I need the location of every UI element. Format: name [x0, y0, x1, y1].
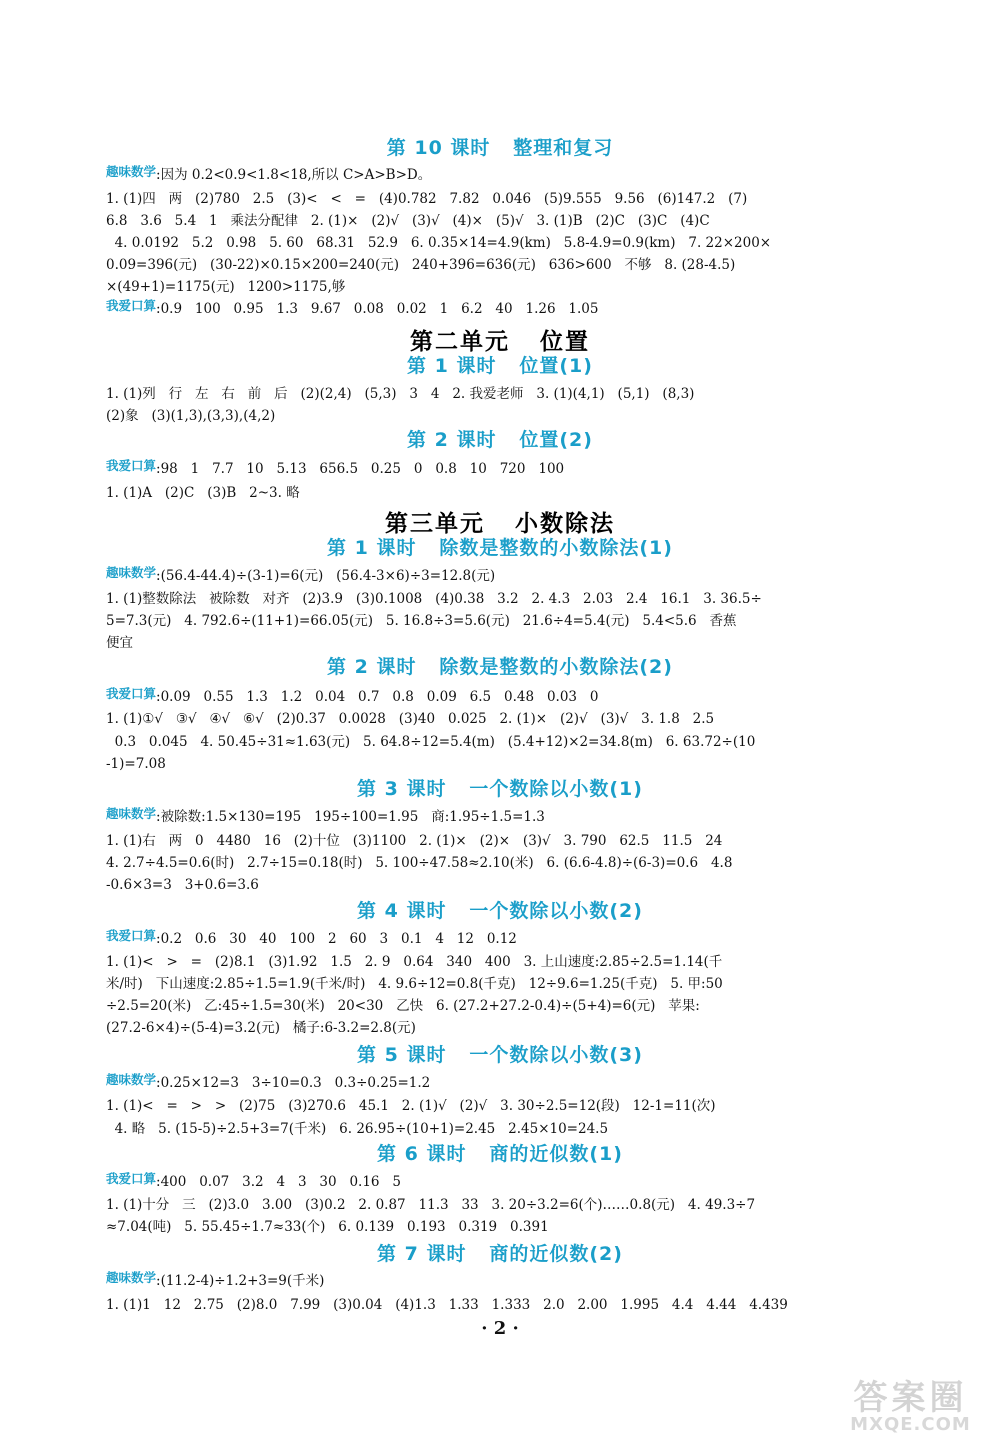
- answer-line: 4. 0.0192 5.2 0.98 5. 60 68.31 52.9 6. 0.35×14=4.9(km) 5.8-4.9=0.9(km) 7. 22×200×: [106, 235, 772, 251]
- answer-line: 4. 略 5. (15-5)÷2.5+3=7(千米) 6. 26.95÷(10+1)=2.45 2.45×10=24.5: [106, 1121, 609, 1137]
- answer-line: 0.3 0.045 4. 50.45÷31≈1.63(元) 5. 64.8÷12=5.4(m) (5.4+12)×2=34.8(m) 6. 63.72÷(10: [106, 734, 756, 750]
- mental-math-tag: 我爱口算: [106, 458, 157, 473]
- answer-line: -1)=7.08: [106, 756, 166, 772]
- mental-math-line: 我爱口算:98 1 7.7 10 5.13 656.5 0.25 0 0.8 10 720 100: [106, 458, 906, 480]
- lesson-heading: 第 4 课时 一个数除以小数(2): [357, 900, 643, 922]
- lesson-heading: 第 5 课时 一个数除以小数(3): [357, 1044, 643, 1066]
- fun-math-tag: 趣味数学: [106, 164, 157, 179]
- answer-line: 1. (1)< > = (2)8.1 (3)1.92 1.5 2. 9 0.64 340 400 3. 上山速度:2.85÷2.5=1.14(千: [106, 954, 723, 970]
- answer-line: 4. 2.7÷4.5=0.6(时) 2.7÷15=0.18(时) 5. 100÷47.58≈2.10(米) 6. (6.6-4.8)÷(6-3)=0.6 4.8: [106, 855, 733, 871]
- answer-line: 米/时) 下山速度:2.85÷1.5=1.9(千米/时) 4. 9.6÷12=0.8(千克) 12÷9.6=1.25(千克) 5. 甲:50: [106, 976, 723, 992]
- answer-line: 1. (1)十分 三 (2)3.0 3.00 (3)0.2 2. 0.87 11.3 33 3. 20÷3.2=6(个)……0.8(元) 4. 49.3÷7: [106, 1197, 756, 1213]
- answer-line: 1. (1)A (2)C (3)B 2~3. 略: [106, 485, 300, 501]
- mental-math-line: 我爱口算:0.09 0.55 1.3 1.2 0.04 0.7 0.8 0.09 6.5 0.48 0.03 0: [106, 686, 906, 708]
- answer-line: 便宜: [106, 635, 133, 651]
- page-number: · 2 ·: [481, 1318, 519, 1339]
- watermark-logo: 答案圈: [853, 1378, 968, 1418]
- watermark-url: MXQE.COM: [850, 1414, 971, 1435]
- answer-line: 1. (1)四 两 (2)780 2.5 (3)< < = (4)0.782 7.82 0.046 (5)9.555 9.56 (6)147.2 (7): [106, 191, 748, 207]
- mental-math-tag: 我爱口算: [106, 928, 157, 943]
- lesson-heading: 第 6 课时 商的近似数(1): [377, 1143, 623, 1165]
- mental-math-tag: 我爱口算: [106, 686, 157, 701]
- fun-math-tag: 趣味数学: [106, 806, 157, 821]
- lesson-heading: 第 10 课时 整理和复习: [386, 137, 614, 159]
- unit-heading: 第二单元 位置: [409, 329, 591, 355]
- answer-line: 1. (1)< = > > (2)75 (3)270.6 45.1 2. (1)√ (2)√ 3. 30÷2.5=12(段) 12-1=11(次): [106, 1098, 716, 1114]
- mental-math-line: 我爱口算:400 0.07 3.2 4 3 30 0.16 5: [106, 1171, 906, 1193]
- fun-math-tag: 趣味数学: [106, 565, 157, 580]
- answer-line: -0.6×3=3 3+0.6=3.6: [106, 877, 259, 893]
- answer-line: (27.2-6×4)÷(5-4)=3.2(元) 橘子:6-3.2=2.8(元): [106, 1020, 416, 1036]
- fun-math-line: 趣味数学:0.25×12=3 3÷10=0.3 0.3÷0.25=1.2: [106, 1072, 906, 1094]
- fun-math-tag: 趣味数学: [106, 1072, 157, 1087]
- unit-heading: 第三单元 小数除法: [384, 511, 616, 537]
- answer-line: 1. (1)整数除法 被除数 对齐 (2)3.9 (3)0.1008 (4)0.38 3.2 2. 4.3 2.03 2.4 16.1 3. 36.5÷: [106, 591, 762, 607]
- lesson-heading: 第 2 课时 除数是整数的小数除法(2): [327, 656, 673, 678]
- fun-math-line: 趣味数学:因为 0.2<0.9<1.8<18,所以 C>A>B>D。: [106, 164, 906, 186]
- answer-line: 5=7.3(元) 4. 792.6÷(11+1)=66.05(元) 5. 16.8÷3=5.6(元) 21.6÷4=5.4(元) 5.4<5.6 香蕉: [106, 613, 737, 629]
- lesson-heading: 第 3 课时 一个数除以小数(1): [357, 778, 643, 800]
- fun-math-line: 趣味数学:(56.4-44.4)÷(3-1)=6(元) (56.4-3×6)÷3=12.8(元): [106, 565, 906, 587]
- lesson-heading: 第 1 课时 位置(1): [407, 355, 593, 377]
- answer-line: ≈7.04(吨) 5. 55.45÷1.7≈33(个) 6. 0.139 0.193 0.319 0.391: [106, 1219, 549, 1235]
- answer-line: (2)象 (3)(1,3),(3,3),(4,2): [106, 408, 276, 424]
- answer-line: 1. (1)①√ ③√ ④√ ⑥√ (2)0.37 0.0028 (3)40 0.025 2. (1)× (2)√ (3)√ 3. 1.8 2.5: [106, 711, 715, 727]
- answer-line: ×(49+1)=1175(元) 1200>1175,够: [106, 279, 346, 295]
- lesson-heading: 第 7 课时 商的近似数(2): [377, 1243, 623, 1265]
- fun-math-line: 趣味数学:被除数:1.5×130=195 195÷100=1.95 商:1.95÷1.5=1.3: [106, 806, 906, 828]
- mental-math-tag: 我爱口算: [106, 1171, 157, 1186]
- mental-math-line: 我爱口算:0.2 0.6 30 40 100 2 60 3 0.1 4 12 0.12: [106, 928, 906, 950]
- mental-math-tag: 我爱口算: [106, 298, 157, 313]
- fun-math-line: 趣味数学:(11.2-4)÷1.2+3=9(千米): [106, 1270, 906, 1292]
- mental-math-line: 我爱口算:0.9 100 0.95 1.3 9.67 0.08 0.02 1 6.2 40 1.26 1.05: [106, 298, 906, 320]
- answer-line: 1. (1)列 行 左 右 前 后 (2)(2,4) (5,3) 3 4 2. 我爱老师 3. (1)(4,1) (5,1) (8,3): [106, 386, 695, 402]
- lesson-heading: 第 2 课时 位置(2): [407, 429, 593, 451]
- watermark: [828, 1370, 993, 1440]
- answer-line: 1. (1)1 12 2.75 (2)8.0 7.99 (3)0.04 (4)1.3 1.33 1.333 2.0 2.00 1.995 4.4 4.44 4.439: [106, 1297, 788, 1313]
- answer-line: 1. (1)右 两 0 4480 16 (2)十位 (3)1100 2. (1)× (2)× (3)√ 3. 790 62.5 11.5 24: [106, 833, 723, 849]
- answer-line: 0.09=396(元) (30-22)×0.15×200=240(元) 240+396=636(元) 636>600 不够 8. (28-4.5): [106, 257, 736, 273]
- answer-line: ÷2.5=20(米) 乙:45÷1.5=30(米) 20<30 乙快 6. (27.2+27.2-0.4)÷(5+4)=6(元) 苹果:: [106, 998, 700, 1014]
- lesson-heading: 第 1 课时 除数是整数的小数除法(1): [327, 537, 673, 559]
- answer-line: 6.8 3.6 5.4 1 乘法分配律 2. (1)× (2)√ (3)√ (4)× (5)√ 3. (1)B (2)C (3)C (4)C: [106, 213, 710, 229]
- fun-math-tag: 趣味数学: [106, 1270, 157, 1285]
